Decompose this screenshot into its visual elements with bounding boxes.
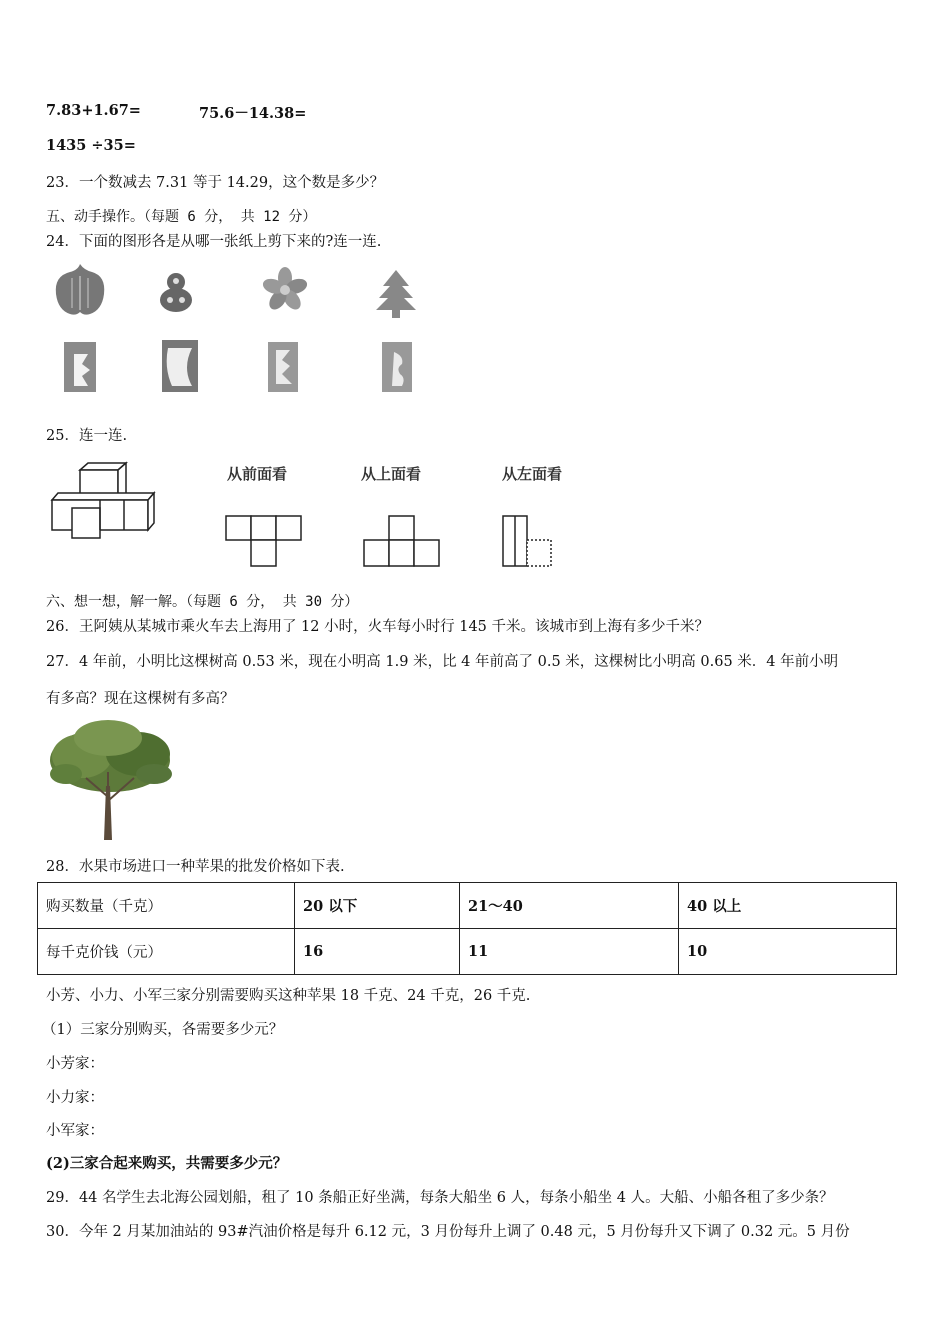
question-25: 25．连一连. — [46, 428, 128, 444]
table-cell: 11 — [460, 929, 679, 975]
question-26: 26．王阿姨从某城市乘火车去上海用了 12 小时，火车每小时行 145 千米。该城市到上海有多少千米？ — [46, 619, 710, 635]
q24-shapes — [50, 262, 430, 402]
table-cell: 购买数量（千克） — [38, 883, 295, 929]
gourd-shape-icon — [160, 273, 192, 312]
question-30: 30．今年 2 月某加油站的 93#汽油价格是每升 6.12 元，3 月份每升上调了 0.48 元，5 月份每升又下调了 0.32 元。5 月份 — [46, 1224, 850, 1240]
tree-illustration — [46, 716, 176, 842]
calc-expr-2: 75.6－14.38= — [199, 105, 307, 122]
question-27-line-1: 27．4 年前，小明比这棵树高 0.53 米，现在小明高 1.9 米，比 4 年前高了 0.5 米，这棵树比小明高 0.65 米．4 年前小明 — [46, 654, 839, 670]
question-28-sub-2: (2)三家合起来购买，共需要多少元？ — [46, 1155, 288, 1172]
table-cell: 20 以下 — [295, 883, 460, 929]
view-label-left: 从左面看 — [502, 465, 563, 483]
answer-label-fang: 小芳家： — [46, 1056, 104, 1072]
paper-e3-icon — [382, 342, 412, 392]
section-6-heading: 六、想一想，解一解。（每题 6 分， 共 30 分） — [46, 594, 359, 610]
apple-shape-icon — [56, 264, 104, 315]
table-cell: 21～40 — [460, 883, 679, 929]
question-29: 29．44 名学生去北海公园划船，租了 10 条船正好坐满，每条大船坐 6 人，每条小船坐 4 人。大船、小船各租了多少条？ — [46, 1190, 834, 1206]
flower-shape-icon — [261, 267, 309, 313]
table-cell: 每千克价钱（元） — [38, 929, 295, 975]
answer-label-li: 小力家： — [46, 1090, 104, 1106]
paper-e1-icon — [64, 342, 96, 392]
question-28-sub-1: （1）三家分别购买，各需要多少元？ — [42, 1022, 284, 1038]
section-5-heading: 五、动手操作。（每题 6 分， 共 12 分） — [46, 209, 317, 225]
paper-c-icon — [162, 340, 198, 392]
view-label-front: 从前面看 — [227, 465, 288, 483]
answer-label-jun: 小军家： — [46, 1123, 104, 1139]
question-23: 23．一个数减去 7.31 等于 14.29，这个数是多少？ — [46, 175, 385, 191]
calc-expr-1: 7.83+1.67= — [46, 102, 141, 119]
calc-expr-3: 1435 ÷35= — [46, 137, 136, 154]
question-24: 24．下面的图形各是从哪一张纸上剪下来的?连一连. — [46, 234, 382, 250]
view-front-shape — [224, 514, 304, 570]
table-cell: 10 — [679, 929, 897, 975]
view-left-shape — [501, 514, 561, 570]
table-row — [38, 883, 897, 929]
table-cell: 16 — [295, 929, 460, 975]
view-top-shape — [362, 514, 442, 570]
cube-figure — [48, 460, 158, 545]
tree-shape-icon — [376, 270, 416, 318]
table-row — [38, 929, 897, 975]
price-table — [37, 882, 897, 975]
view-label-top: 从上面看 — [361, 465, 422, 483]
question-28-text: 小芳、小力、小军三家分别需要购买这种苹果 18 千克、24 千克，26 千克. — [46, 988, 531, 1004]
table-cell: 40 以上 — [679, 883, 897, 929]
question-28: 28．水果市场进口一种苹果的批发价格如下表. — [46, 859, 345, 875]
question-27-line-2: 有多高？现在这棵树有多高？ — [46, 691, 235, 707]
paper-e2-icon — [268, 342, 298, 392]
